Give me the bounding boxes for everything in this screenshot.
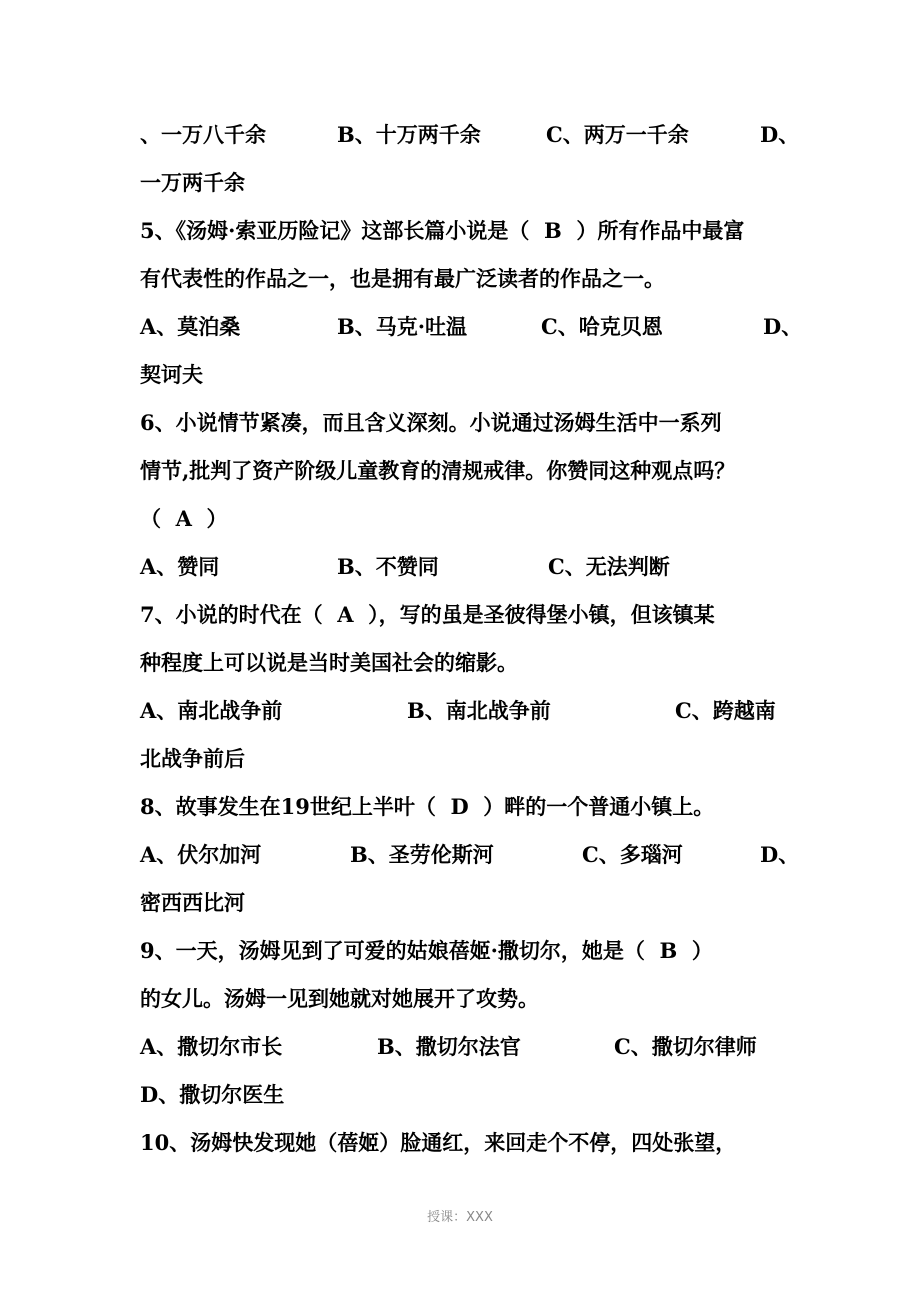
text-line-19-seg-1: 的女儿。汤姆一见到她就对她展开了攻势。 bbox=[140, 986, 539, 1011]
text-line-10-seg-2: B、不赞同 bbox=[337, 554, 439, 579]
text-line-11-seg-1: 7、小说的时代在（ A ），写的虽是圣彼得堡小镇，但该镇某 bbox=[140, 602, 715, 627]
text-line-22-seg-1: 10、汤姆快发现她（蓓姬）脸通红，来回走个不停，四处张望， bbox=[140, 1130, 737, 1155]
text-line-20-seg-2: B、撒切尔法官 bbox=[377, 1034, 521, 1059]
text-line-13-seg-3: C、跨越南 bbox=[675, 698, 776, 723]
text-line-5-seg-3: C、哈克贝恩 bbox=[541, 314, 663, 339]
text-line-18-seg-1: 9、一天，汤姆见到了可爱的姑娘蓓姬·撒切尔，她是（ B ） bbox=[140, 938, 713, 963]
text-line-21-seg-1: D、撒切尔医生 bbox=[140, 1082, 285, 1107]
text-line-13-seg-2: B、南北战争前 bbox=[407, 698, 551, 723]
text-line-5-seg-1: A、莫泊桑 bbox=[140, 314, 241, 339]
text-line-1-seg-4: D、 bbox=[760, 122, 800, 147]
text-line-4-seg-1: 有代表性的作品之一，也是拥有最广泛读者的作品之一。 bbox=[140, 266, 665, 291]
text-line-1-seg-3: C、两万一千余 bbox=[546, 122, 689, 147]
text-line-10-seg-1: A、赞同 bbox=[140, 554, 220, 579]
text-line-8-seg-1: 情节,批判了资产阶级儿童教育的清规戒律。你赞同这种观点吗？ bbox=[140, 458, 736, 483]
text-line-15-seg-1: 8、故事发生在19世纪上半叶（ D ）畔的一个普通小镇上。 bbox=[140, 794, 715, 819]
text-line-7-seg-1: 6、小说情节紧凑，而且含义深刻。小说通过汤姆生活中一系列 bbox=[140, 410, 722, 435]
text-line-16-seg-2: B、圣劳伦斯河 bbox=[350, 842, 494, 867]
text-line-13-seg-1: A、南北战争前 bbox=[140, 698, 283, 723]
text-line-17-seg-1: 密西西比河 bbox=[140, 890, 245, 915]
text-line-10-seg-3: C、无法判断 bbox=[548, 554, 670, 579]
text-line-16-seg-1: A、伏尔加河 bbox=[140, 842, 262, 867]
text-line-3-seg-1: 5、《汤姆·索亚历险记》这部长篇小说是（ B ）所有作品中最富 bbox=[140, 218, 745, 243]
text-line-1-seg-1: 、一万八千余 bbox=[140, 122, 266, 147]
text-line-14-seg-1: 北战争前后 bbox=[140, 746, 245, 771]
text-line-2-seg-1: 一万两千余 bbox=[140, 170, 245, 195]
text-line-1-seg-2: B、十万两千余 bbox=[337, 122, 481, 147]
text-line-9-seg-1: （ A ） bbox=[140, 506, 228, 531]
text-line-6-seg-1: 契诃夫 bbox=[140, 362, 203, 387]
text-line-16-seg-4: D、 bbox=[760, 842, 800, 867]
text-line-20-seg-3: C、撒切尔律师 bbox=[614, 1034, 757, 1059]
page-footer: 授课：XXX bbox=[427, 1210, 493, 1225]
text-line-16-seg-3: C、多瑙河 bbox=[582, 842, 683, 867]
text-line-5-seg-4: D、 bbox=[763, 314, 803, 339]
text-line-12-seg-1: 种程度上可以说是当时美国社会的缩影。 bbox=[140, 650, 518, 675]
text-line-5-seg-2: B、马克·吐温 bbox=[337, 314, 468, 339]
text-line-20-seg-1: A、撒切尔市长 bbox=[140, 1034, 283, 1059]
